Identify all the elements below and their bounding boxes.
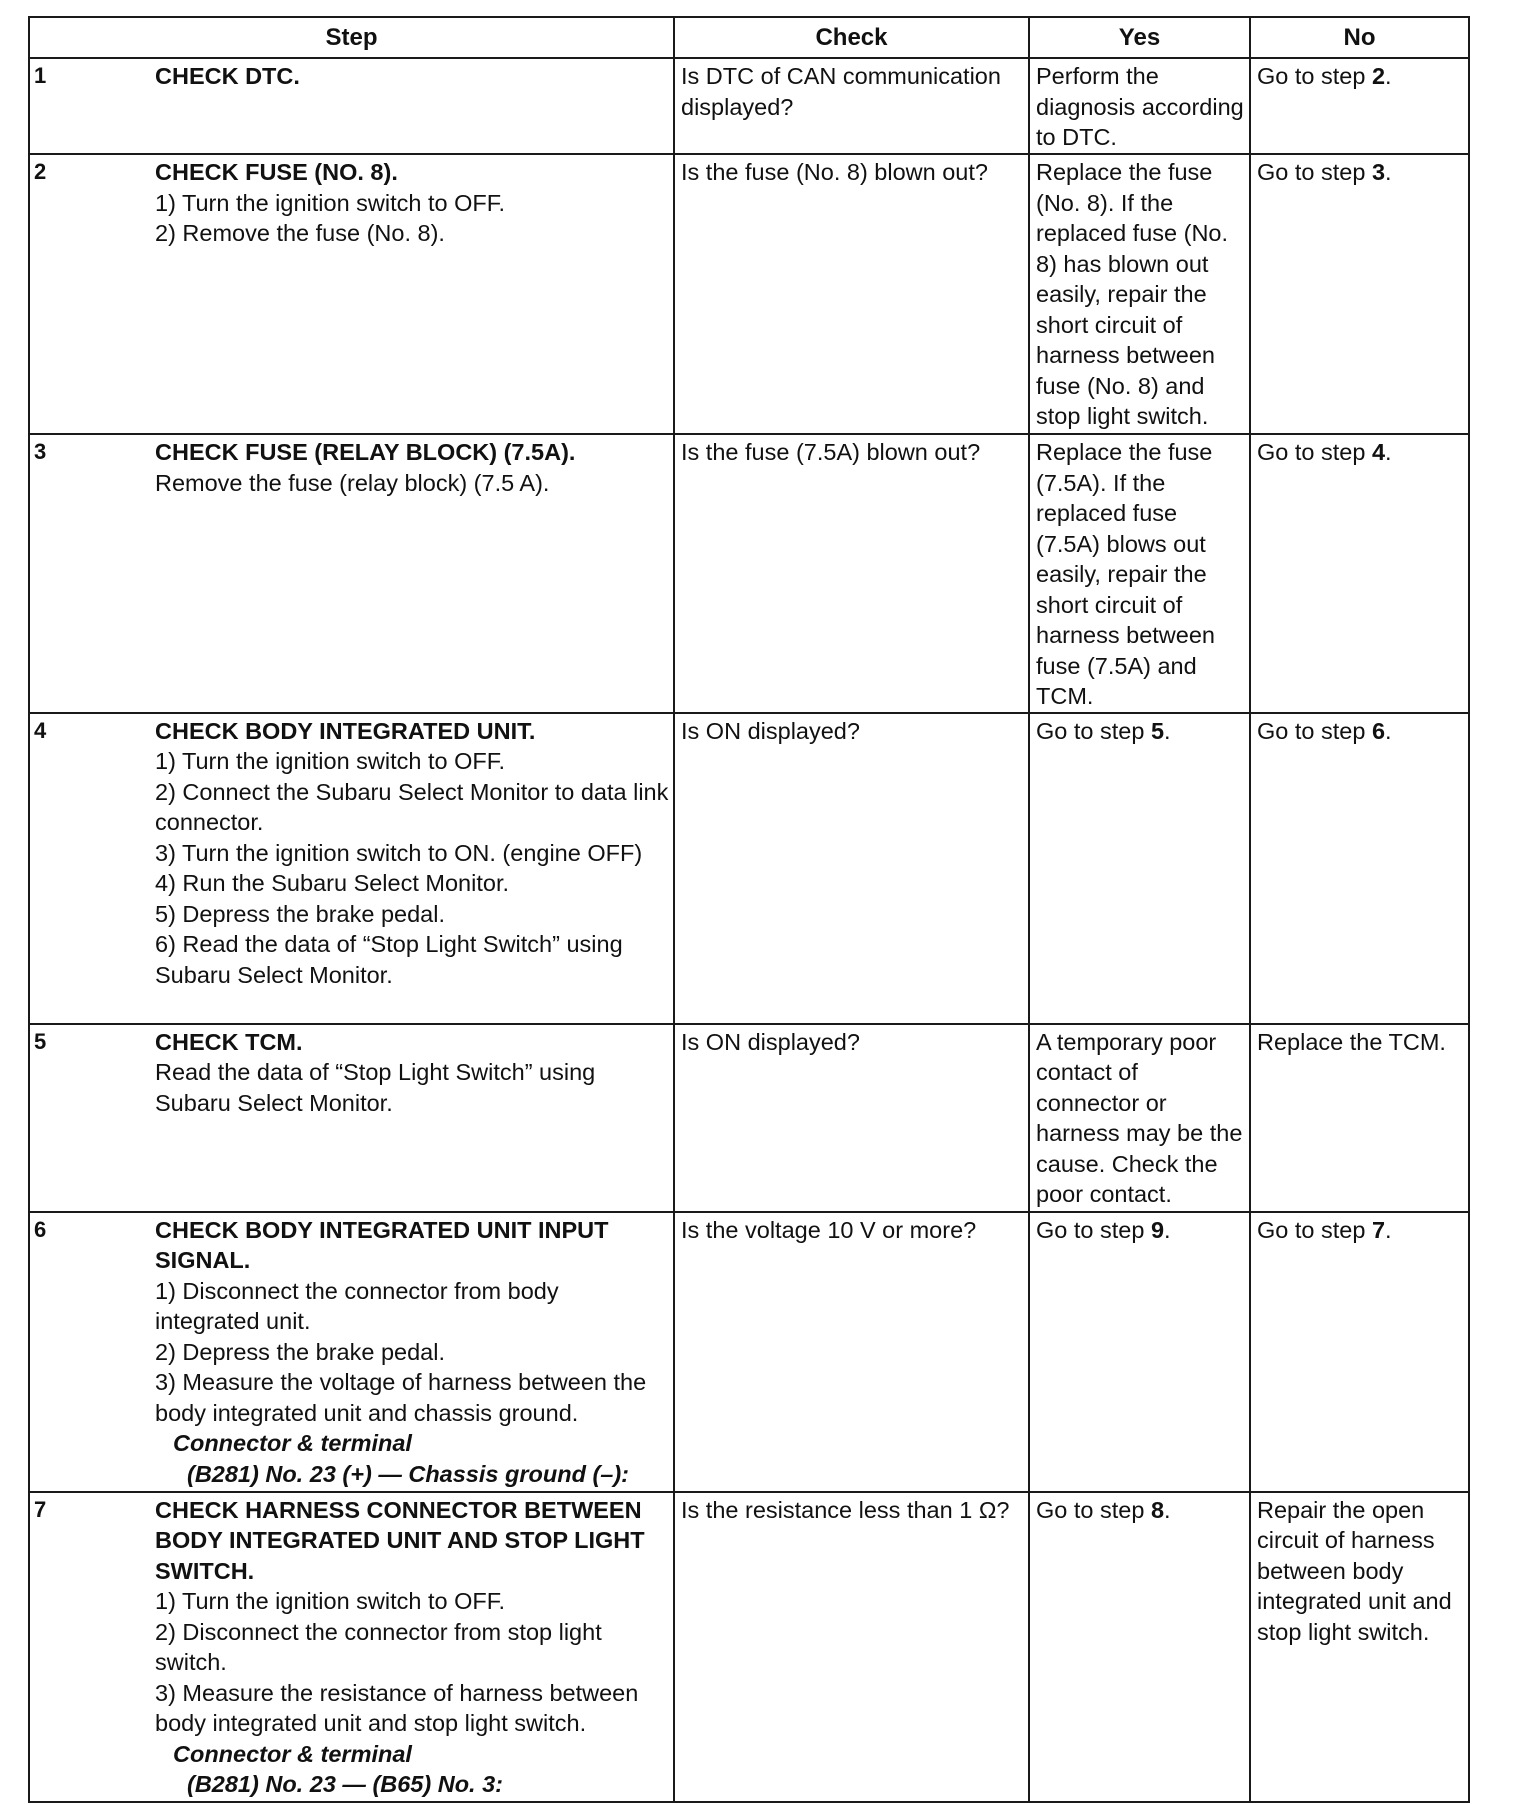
- connector-terminal-value: (B281) No. 23 (+) — Chassis ground (–):: [187, 1460, 630, 1487]
- goto-suffix: .: [1164, 1496, 1171, 1523]
- no-goto-step: [1251, 155, 1468, 188]
- step-title: CHECK FUSE (NO. 8).: [155, 159, 398, 185]
- step-instruction: 4) Run the Subaru Select Monitor.: [155, 870, 510, 896]
- check-cell: [674, 1212, 1029, 1492]
- goto-suffix: .: [1385, 159, 1392, 185]
- step-number: 3: [34, 439, 47, 464]
- yes-cell: [1029, 58, 1250, 154]
- step-title: CHECK FUSE (RELAY BLOCK) (7.5A).: [155, 439, 576, 465]
- step-instruction: 3) Measure the resistance of harness between body integrated unit and stop light switch.: [155, 1679, 639, 1736]
- table-row: [29, 1024, 1469, 1212]
- yes-cell: [1029, 154, 1250, 434]
- diagnostic-table: [28, 16, 1470, 1803]
- step-instruction: 2) Disconnect the connector from stop light switch.: [155, 1618, 602, 1675]
- no-cell: [1250, 154, 1469, 434]
- goto-step-number: 5: [1150, 717, 1165, 744]
- goto-suffix: .: [1385, 439, 1392, 465]
- step-title: CHECK HARNESS CONNECTOR BETWEEN BODY INTEGRATED UNIT AND STOP LIGHT SWITCH.: [155, 1496, 645, 1584]
- no-cell: [1250, 58, 1469, 154]
- table-row: [29, 1492, 1469, 1802]
- goto-suffix: .: [1385, 717, 1392, 744]
- step-number: 5: [34, 1028, 47, 1054]
- check-question: Is ON displayed?: [681, 1028, 860, 1055]
- check-question: Is the voltage 10 V or more?: [681, 1216, 977, 1243]
- yes-goto-step: [1030, 1493, 1249, 1526]
- step-title: CHECK TCM.: [155, 1028, 303, 1055]
- goto-step-number: 6: [1371, 717, 1386, 744]
- header-step: Step: [29, 17, 674, 58]
- check-cell: [674, 713, 1029, 1024]
- yes-cell: [1029, 713, 1250, 1024]
- table-row: [29, 154, 1469, 434]
- check-question: Is the fuse (7.5A) blown out?: [681, 439, 981, 465]
- check-question: Is the resistance less than 1 Ω?: [681, 1496, 1010, 1523]
- check-question: Is ON displayed?: [681, 717, 860, 744]
- check-question: Is DTC of CAN communication displayed?: [681, 63, 1001, 120]
- header-no: No: [1250, 17, 1469, 58]
- goto-suffix: .: [1385, 63, 1392, 89]
- check-cell: [674, 154, 1029, 434]
- table-row: [29, 58, 1469, 154]
- step-cell: [29, 58, 674, 154]
- yes-cell: [1029, 434, 1250, 713]
- step-title: CHECK BODY INTEGRATED UNIT.: [155, 717, 536, 744]
- goto-prefix: Go to step: [1257, 439, 1372, 465]
- connector-label: Connector & terminal: [173, 1740, 412, 1767]
- step-cell: [29, 713, 674, 1024]
- no-cell: [1250, 434, 1469, 713]
- yes-goto-step: [1030, 1213, 1249, 1246]
- header-check: Check: [674, 17, 1029, 58]
- connector-label: Connector & terminal: [173, 1430, 412, 1456]
- table-header-row: [29, 17, 1469, 58]
- yes-result-text: A temporary poor contact of connector or harness may be the cause. Check the poor contact.: [1036, 1028, 1243, 1207]
- check-question: Is the fuse (No. 8) blown out?: [681, 159, 988, 185]
- goto-step-number: 7: [1371, 1216, 1386, 1243]
- step-instruction: 2) Depress the brake pedal.: [155, 1338, 445, 1365]
- no-goto-step: [1251, 59, 1468, 92]
- step-instruction: 1) Disconnect the connector from body integrated unit.: [155, 1277, 559, 1334]
- goto-step-number: 2: [1371, 63, 1386, 89]
- goto-prefix: Go to step: [1036, 1496, 1151, 1523]
- step-instruction: Read the data of “Stop Light Switch” using Subaru Select Monitor.: [155, 1059, 596, 1116]
- goto-prefix: Go to step: [1036, 717, 1151, 744]
- goto-prefix: Go to step: [1257, 1216, 1372, 1243]
- goto-prefix: Go to step: [1257, 63, 1372, 89]
- yes-goto-step: [1030, 714, 1249, 747]
- table-row: [29, 1212, 1469, 1492]
- step-number: 2: [34, 159, 47, 184]
- goto-prefix: Go to step: [1257, 159, 1372, 185]
- goto-suffix: .: [1385, 1216, 1392, 1243]
- yes-result-text: Replace the fuse (7.5A). If the replaced fuse (7.5A) blows out easily, repair the short circuit of harness between fuse (7.5A) and TCM.: [1036, 439, 1215, 709]
- header-yes: Yes: [1029, 17, 1250, 58]
- goto-prefix: Go to step: [1257, 717, 1372, 744]
- table-row: [29, 434, 1469, 713]
- step-cell: [29, 1212, 674, 1492]
- yes-cell: [1029, 1212, 1250, 1492]
- no-result-text: Repair the open circuit of harness between body integrated unit and stop light switch.: [1257, 1496, 1452, 1645]
- step-instruction: 2) Connect the Subaru Select Monitor to data link connector.: [155, 778, 669, 835]
- no-goto-step: [1251, 435, 1468, 468]
- step-cell: [29, 1492, 674, 1802]
- step-cell: [29, 154, 674, 434]
- check-cell: [674, 434, 1029, 713]
- step-number: 7: [34, 1496, 47, 1522]
- step-number: 4: [34, 717, 47, 743]
- goto-prefix: Go to step: [1036, 1216, 1151, 1243]
- check-cell: [674, 1492, 1029, 1802]
- yes-result-text: Perform the diagnosis according to DTC.: [1036, 63, 1244, 150]
- step-instruction: 1) Turn the ignition switch to OFF.: [155, 189, 506, 216]
- goto-step-number: 8: [1150, 1496, 1165, 1523]
- step-number: 1: [34, 63, 47, 88]
- step-instruction: 3) Turn the ignition switch to ON. (engine OFF): [155, 839, 643, 866]
- step-number: 6: [34, 1216, 47, 1242]
- no-cell: [1250, 1492, 1469, 1802]
- step-instruction: 5) Depress the brake pedal.: [155, 900, 445, 927]
- yes-cell: [1029, 1024, 1250, 1212]
- connector-terminal-value: (B281) No. 23 — (B65) No. 3:: [187, 1771, 504, 1797]
- step-cell: [29, 1024, 674, 1212]
- step-cell: [29, 434, 674, 713]
- no-cell: [1250, 713, 1469, 1024]
- step-instruction: 1) Turn the ignition switch to OFF.: [155, 748, 506, 774]
- goto-suffix: .: [1164, 717, 1171, 744]
- no-goto-step: [1251, 1213, 1468, 1246]
- goto-step-number: 3: [1371, 159, 1386, 185]
- diagnostic-procedure-document: [28, 16, 1468, 1803]
- check-cell: [674, 1024, 1029, 1212]
- yes-cell: [1029, 1492, 1250, 1802]
- no-result-text: Replace the TCM.: [1257, 1028, 1446, 1055]
- step-title: CHECK BODY INTEGRATED UNIT INPUT SIGNAL.: [155, 1216, 609, 1273]
- no-cell: [1250, 1212, 1469, 1492]
- no-cell: [1250, 1024, 1469, 1212]
- step-instruction: 3) Measure the voltage of harness between the body integrated unit and chassis ground.: [155, 1369, 647, 1426]
- goto-step-number: 9: [1150, 1216, 1165, 1243]
- no-goto-step: [1251, 714, 1468, 747]
- table-row: [29, 713, 1469, 1024]
- step-instruction: 6) Read the data of “Stop Light Switch” using Subaru Select Monitor.: [155, 931, 623, 988]
- step-title: CHECK DTC.: [155, 63, 300, 89]
- goto-suffix: .: [1164, 1216, 1171, 1243]
- goto-step-number: 4: [1371, 439, 1386, 465]
- step-instruction: 1) Turn the ignition switch to OFF.: [155, 1588, 506, 1614]
- check-cell: [674, 58, 1029, 154]
- yes-result-text: Replace the fuse (No. 8). If the replaced fuse (No. 8) has blown out easily, repair the short circuit of harness between fuse (No. 8) and stop light switch.: [1036, 159, 1229, 429]
- step-instruction: 2) Remove the fuse (No. 8).: [155, 220, 445, 246]
- step-instruction: Remove the fuse (relay block) (7.5 A).: [155, 469, 550, 496]
